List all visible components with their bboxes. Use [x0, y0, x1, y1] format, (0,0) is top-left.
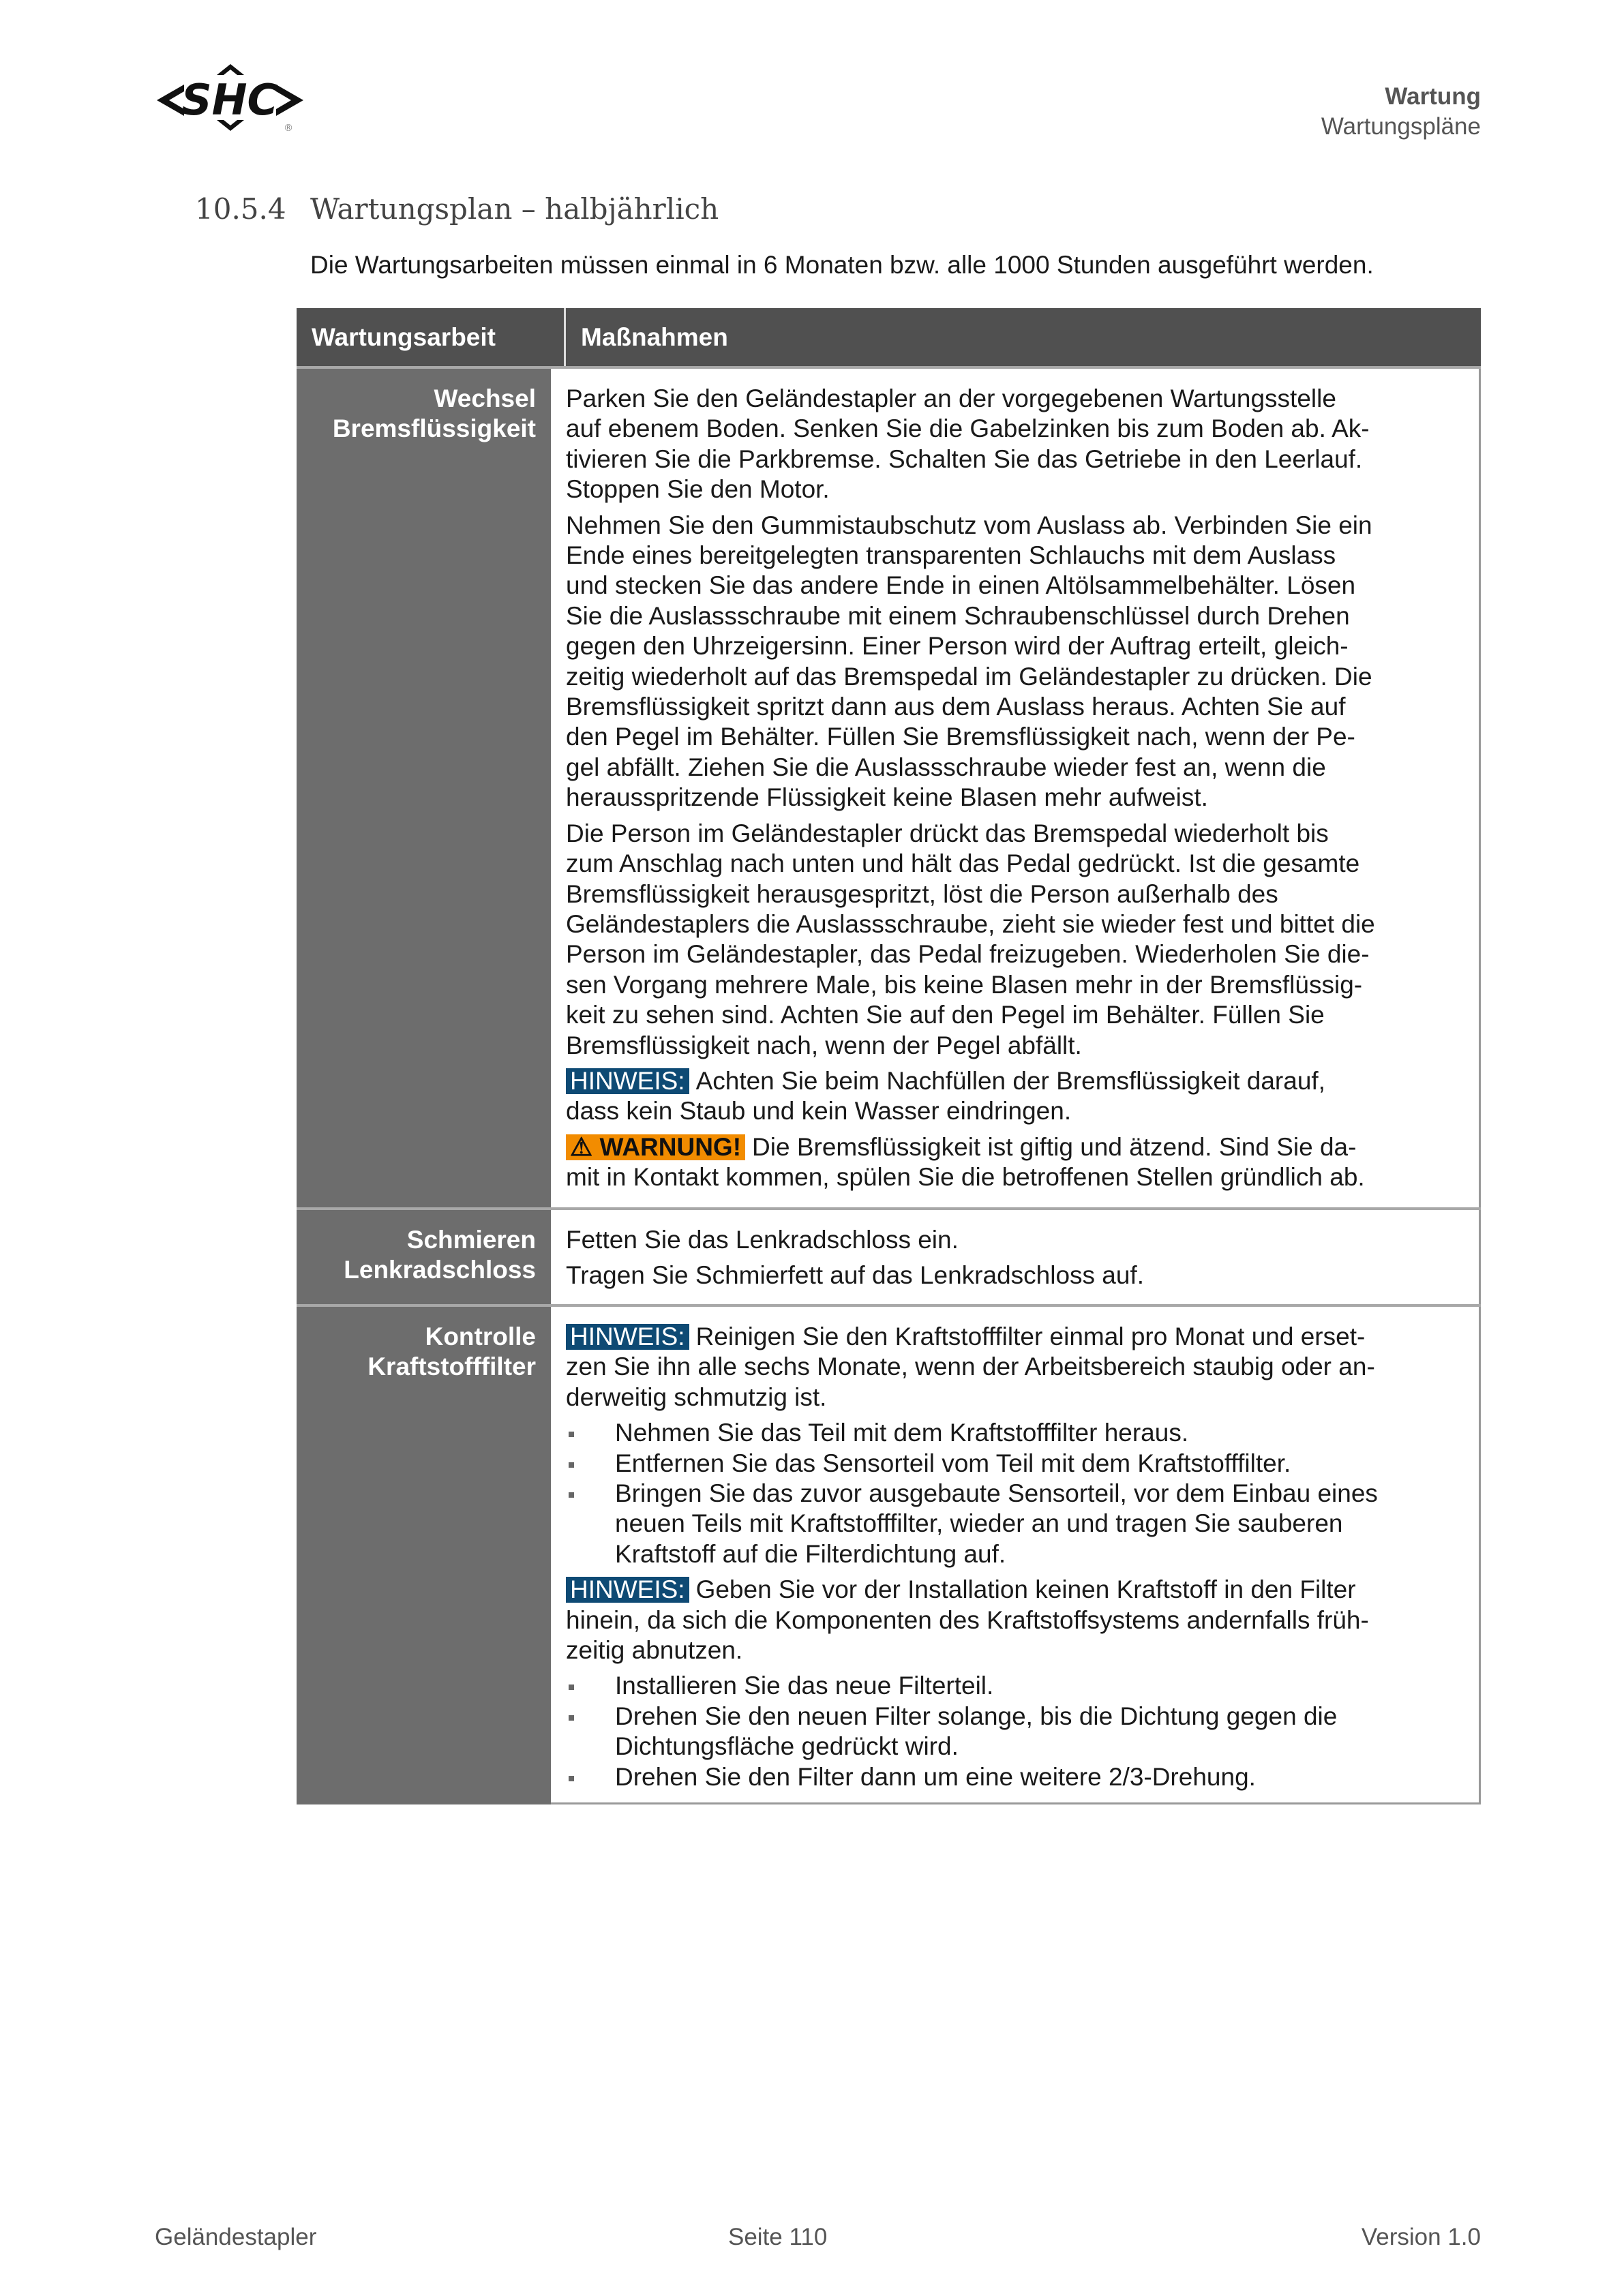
paragraph-line — [566, 1383, 1479, 1413]
paragraph-line — [566, 1132, 1479, 1162]
line-text: zeitig abnutzen. — [566, 1636, 743, 1665]
line-text: auf ebenem Boden. Senken Sie die Gabelzinken bis zum Boden ab. Ak- — [566, 414, 1370, 443]
line-text: Die Bremsflüssigkeit ist giftig und ätzend. Sind Sie da- — [752, 1132, 1357, 1161]
paragraph — [566, 384, 1479, 505]
bullet-icon — [569, 1776, 574, 1781]
task-label-line: Wechsel — [434, 384, 536, 412]
line-text: Fetten Sie das Lenkradschloss ein. — [566, 1226, 959, 1254]
line-text: zum Anschlag nach unten und hält das Pedal gedrückt. Ist die gesamte — [566, 849, 1360, 878]
paragraph — [566, 1225, 1479, 1255]
line-text: Sie die Auslassschraube mit einem Schraubenschlüssel durch Drehen — [566, 601, 1350, 630]
list-item-line: Drehen Sie den neuen Filter solange, bis die Dichtung gegen die — [615, 1702, 1338, 1730]
line-text: derweitig schmutzig ist. — [566, 1383, 827, 1411]
header-subchapter: Wartungspläne — [1321, 113, 1481, 140]
line-text: dass kein Staub und kein Wasser eindringen. — [566, 1097, 1072, 1126]
line-text: sen Vorgang mehrere Male, bis keine Blasen mehr in der Bremsflüssig- — [566, 970, 1363, 999]
bullet-icon — [569, 1492, 574, 1498]
line-text: Ende eines bereitgelegten transparenten Schlauchs mit dem Auslass — [566, 541, 1336, 570]
section-intro: Die Wartungsarbeiten müssen einmal in 6 Monaten bzw. alle 1000 Stunden ausgeführt werden. — [310, 251, 1374, 279]
paragraph-line — [566, 819, 1479, 849]
line-text: hinein, da sich die Komponenten des Kraftstoffsystems andernfalls früh- — [566, 1605, 1369, 1634]
company-logo — [157, 63, 303, 134]
line-text: Achten Sie beim Nachfüllen der Bremsflüssigkeit darauf, — [695, 1066, 1325, 1095]
paragraph-line — [566, 662, 1479, 692]
list-item-line: Drehen Sie den Filter dann um eine weitere 2/3-Drehung. — [615, 1762, 1256, 1791]
list-item-line: Entfernen Sie das Sensorteil vom Teil mit dem Kraftstofffilter. — [615, 1449, 1291, 1477]
footer-version: Version 1.0 — [1361, 2224, 1481, 2250]
line-text: keit zu sehen sind. Achten Sie auf den Pegel im Behälter. Füllen Sie — [566, 1001, 1325, 1029]
list-item — [566, 1449, 1479, 1479]
line-text: zeitig wiederholt auf das Bremspedal im Geländestapler zu drücken. Die — [566, 662, 1372, 691]
line-text: gegen den Uhrzeigersinn. Einer Person wird der Auftrag erteilt, gleich- — [566, 632, 1349, 661]
hinweis-badge: HINWEIS: — [566, 1324, 689, 1350]
line-text: Die Person im Geländestapler drückt das Bremspedal wiederholt bis — [566, 819, 1329, 847]
paragraph-line — [566, 511, 1479, 541]
paragraph-line — [566, 384, 1479, 414]
paragraph-line — [566, 783, 1479, 813]
task-label-line: Schmieren — [406, 1226, 536, 1254]
list-item-line: Nehmen Sie das Teil mit dem Kraftstofffilter heraus. — [615, 1419, 1189, 1447]
list-item — [566, 1762, 1479, 1792]
paragraph-line — [566, 1096, 1479, 1126]
task-cell — [297, 369, 551, 1207]
task-label-line: Kontrolle — [425, 1323, 536, 1350]
list-item-line: neuen Teils mit Kraftstofffilter, wieder an und tragen Sie sauberen — [615, 1509, 1343, 1538]
paragraph-line — [566, 631, 1479, 661]
bullet-icon — [569, 1715, 574, 1721]
line-text: und stecken Sie das andere Ende in einen Altölsammelbehälter. Lösen — [566, 571, 1356, 600]
list-item-line: Kraftstoff auf die Filterdichtung auf. — [615, 1539, 1006, 1568]
line-text: Bremsflüssigkeit herausgespritzt, löst die Person außerhalb des — [566, 879, 1278, 908]
measures-cell — [551, 369, 1481, 1207]
paragraph-line — [566, 1352, 1479, 1382]
paragraph-line — [566, 541, 1479, 571]
paragraph — [566, 819, 1479, 1061]
bullet-icon — [569, 1685, 574, 1690]
hinweis-badge: HINWEIS: — [566, 1068, 689, 1094]
paragraph — [566, 1260, 1479, 1290]
paragraph-line — [566, 1066, 1479, 1096]
warning-paragraph — [566, 1132, 1479, 1193]
paragraph-line — [566, 722, 1479, 752]
svg-text:®: ® — [284, 123, 293, 134]
bullet-icon — [569, 1432, 574, 1437]
task-label-line: Lenkradschloss — [344, 1256, 536, 1284]
paragraph-line — [566, 1605, 1479, 1635]
hinweis-badge: HINWEIS: — [566, 1577, 689, 1603]
list-item-line: Dichtungsfläche gedrückt wird. — [615, 1732, 959, 1761]
line-text: Bremsflüssigkeit nach, wenn der Pegel abfällt. — [566, 1031, 1082, 1059]
table-header — [297, 308, 1481, 366]
paragraph-line — [566, 1225, 1479, 1255]
measures-cell — [551, 1307, 1481, 1804]
line-text: gel abfällt. Ziehen Sie die Auslassschraube wieder fest an, wenn die — [566, 753, 1326, 781]
list-item — [566, 1671, 1479, 1701]
footer-product: Geländestapler — [155, 2224, 317, 2250]
line-text: Tragen Sie Schmierfett auf das Lenkradschloss auf. — [566, 1261, 1145, 1290]
task-cell — [297, 1307, 551, 1804]
list-item-line: Installieren Sie das neue Filterteil. — [615, 1672, 994, 1700]
list-item — [566, 1702, 1479, 1762]
table-row — [297, 1304, 1481, 1804]
paragraph-line — [566, 939, 1479, 969]
note-paragraph — [566, 1575, 1479, 1665]
paragraph-line — [566, 879, 1479, 909]
line-text: den Pegel im Behälter. Füllen Sie Bremsflüssigkeit nach, wenn der Pe- — [566, 723, 1355, 751]
paragraph-line — [566, 444, 1479, 474]
paragraph-line — [566, 414, 1479, 444]
header-chapter: Wartung — [1385, 83, 1481, 110]
section-number: 10.5.4 — [195, 192, 286, 226]
paragraph-line — [566, 753, 1479, 783]
task-label-line: Kraftstofffilter — [367, 1353, 536, 1381]
paragraph-line — [566, 692, 1479, 722]
task-cell — [297, 1210, 551, 1304]
paragraph-line — [566, 601, 1479, 631]
maintenance-table — [297, 308, 1481, 1804]
line-text: mit in Kontakt kommen, spülen Sie die betroffenen Stellen gründlich ab. — [566, 1163, 1365, 1192]
paragraph-line — [566, 1031, 1479, 1061]
column-header-task: Wartungsarbeit — [297, 308, 566, 366]
line-text: Person im Geländestapler, das Pedal freizugeben. Wiederholen Sie die- — [566, 940, 1370, 969]
table-row — [297, 366, 1481, 1207]
paragraph-line — [566, 1162, 1479, 1192]
line-text: Geländestaplers die Auslassschraube, zieht sie wieder fest und bittet die — [566, 909, 1375, 938]
line-text: herausspritzende Flüssigkeit keine Blasen mehr aufweist. — [566, 783, 1208, 812]
paragraph — [566, 511, 1479, 813]
paragraph-line — [566, 970, 1479, 1000]
line-text: Bremsflüssigkeit spritzt dann aus dem Auslass heraus. Achten Sie auf — [566, 693, 1346, 721]
paragraph-line — [566, 909, 1479, 939]
paragraph-line — [566, 571, 1479, 601]
note-paragraph — [566, 1322, 1479, 1413]
table-row — [297, 1207, 1481, 1304]
list-item-line: Bringen Sie das zuvor ausgebaute Sensorteil, vor dem Einbau eines — [615, 1479, 1378, 1508]
paragraph-line — [566, 1635, 1479, 1665]
paragraph-line — [566, 1000, 1479, 1030]
measures-cell — [551, 1210, 1481, 1304]
line-text: tivieren Sie die Parkbremse. Schalten Sie das Getriebe in den Leerlauf. — [566, 444, 1363, 473]
svg-text:SHC: SHC — [181, 75, 279, 125]
warning-badge: ⚠ WARNUNG! — [566, 1134, 745, 1160]
section-title: Wartungsplan – halbjährlich — [310, 192, 719, 226]
paragraph-line — [566, 849, 1479, 879]
paragraph-line — [566, 474, 1479, 504]
paragraph-line — [566, 1260, 1479, 1290]
list-item — [566, 1418, 1479, 1448]
task-label-line: Bremsflüssigkeit — [332, 414, 536, 443]
column-header-measures: Maßnahmen — [581, 322, 728, 351]
table-body — [297, 366, 1481, 1804]
note-paragraph — [566, 1066, 1479, 1127]
bullet-icon — [569, 1462, 574, 1468]
line-text: Reinigen Sie den Kraftstofffilter einmal pro Monat und erset- — [695, 1323, 1366, 1350]
line-text: Stoppen Sie den Motor. — [566, 475, 830, 504]
footer-page-number: Seite 110 — [728, 2224, 828, 2250]
line-text: Nehmen Sie den Gummistaubschutz vom Auslass ab. Verbinden Sie ein — [566, 511, 1372, 539]
line-text: Geben Sie vor der Installation keinen Kraftstoff in den Filter — [695, 1575, 1356, 1604]
line-text: zen Sie ihn alle sechs Monate, wenn der Arbeitsbereich staubig oder an- — [566, 1353, 1375, 1381]
paragraph-line — [566, 1322, 1479, 1352]
line-text: Parken Sie den Geländestapler an der vorgegebenen Wartungsstelle — [566, 384, 1336, 412]
list-item — [566, 1479, 1479, 1569]
paragraph-line — [566, 1575, 1479, 1605]
